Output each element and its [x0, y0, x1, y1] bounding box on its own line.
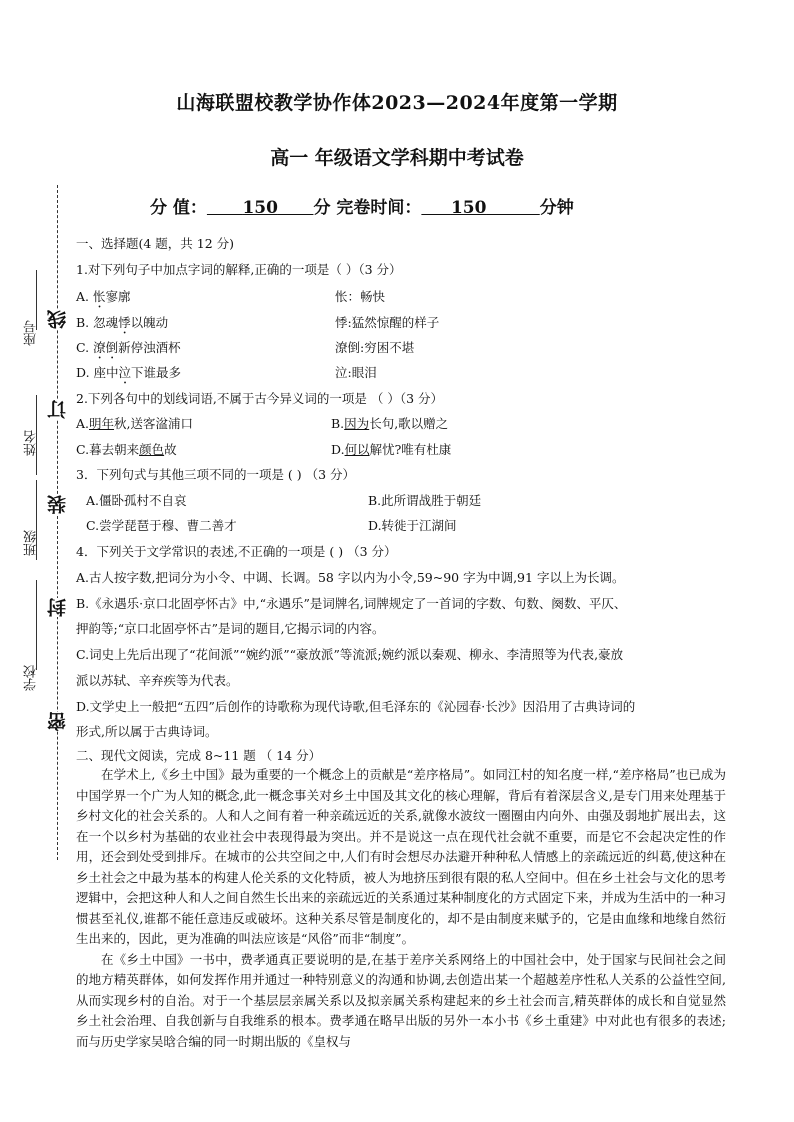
exam-title-line1: 山海联盟校教学协作体2023—2024年度第一学期 [176, 92, 618, 114]
seal-char-feng: 封 [44, 598, 71, 617]
name-label: 姓名 [24, 430, 39, 456]
q4-option-b-line2: 押韵等;“京口北固亭怀古”是词的题目,它揭示词的内容。 [76, 621, 385, 636]
q1-option-a-explain: 怅：畅快 [335, 289, 386, 304]
section2-heading: 二、现代文阅读，完成 8~11 题 （ 14 分） [76, 748, 322, 763]
time-unit: 分钟 [539, 198, 574, 218]
score-value: 150 [242, 198, 278, 218]
score-label: 分 值： [150, 198, 207, 218]
time-value: 150 [450, 198, 487, 218]
q1-option-b-explain: 悸:猛然惊醒的样子 [335, 315, 440, 330]
q4-stem: 4．下列关于文学常识的表述,不正确的一项是 ( ) （3 分） [76, 544, 397, 559]
binding-dashed-line [57, 185, 58, 860]
q2-option-d: D.何以解忧?唯有杜康 [331, 442, 452, 457]
seal-char-ding: 订 [44, 400, 71, 419]
score-unit: 分 完卷时间： [313, 198, 422, 218]
reading-passage [76, 765, 726, 1052]
q3-stem: 3．下列句式与其他三项不同的一项是 ( ) （3 分） [76, 467, 356, 482]
seal-char-zhuang: 装 [44, 495, 71, 514]
q4-option-d-line2: 形式,所以属于古典诗词。 [76, 724, 218, 739]
section1-heading: 一、选择题(4 题，共 12 分) [76, 236, 235, 251]
seat-label: 座号 [24, 320, 39, 346]
q1-option-d: D. 座中泣下谁最多 [76, 365, 182, 380]
exam-title-line2: 高一 年级语文学科期中考试卷 [270, 147, 524, 169]
q1-stem: 1.对下列句子中加点字词的解释,正确的一项是（ ）（3 分） [76, 262, 402, 277]
q4-option-b-line1: B.《永遇乐·京口北固亭怀古》中,“永遇乐”是词牌名,词牌规定了一首词的字数、句数、阕数、平仄、 [76, 596, 627, 611]
q1-option-c: C. 潦倒新停浊酒杯 [76, 340, 181, 355]
q2-option-a: A.明年秋,送客湓浦口 [76, 416, 194, 431]
q4-option-c-line1: C.词史上先后出现了“花间派”“婉约派”“豪放派”等流派;婉约派以秦观、柳永、李清照等为代表,豪放 [76, 647, 624, 662]
passage-paragraph-1: 在学术上,《乡土中国》最为重要的一个概念上的贡献是“差序格局”。如同江村的知名度一样,“差序格局”也已成为中国学界一个广为人知的概念,此一概念事关对乡土中国及其文化的核心理解，背后有着深层含义,是专门用来处理基于乡村文化的社会关系的。人和人之间有着一种亲疏远近的关系,就像水波纹一圈圈由内向外、由强及弱地扩展出去，这在一个以乡村为基础的农业社会中表现得最为突出。并不是说这一点在现代社会就不重要，而是它不会起决定性的作用，还会到处受到排斥。在城市的公共空间之中,人们有时会想尽办法避开种种私人情感上的亲疏远近的纠葛,使这种在乡土社会之中最为基本的构建人伦关系的文化特质，被人为地挤压到很有限的私人空间中。但在乡土社会与文化的思考逻辑中，会把这种人和人之间自然生长出来的亲疏远近的关系通过某种制度化的方式固定下来，并成为生活中的一种习惯甚至礼仪,谁都不能任意违反或破坏。这种关系尽管是制度化的，却不是由制度来赋予的，它是由血缘和地缘自然衍生出来的，因此，更为准确的叫法应该是“风俗”而非“制度”。 [76, 767, 727, 946]
q4-option-a: A.古人按字数,把词分为小令、中调、长调。58 字以内为小令,59~90 字为中调,91 字以上为长调。 [76, 570, 625, 585]
score-time-line [150, 193, 574, 218]
q2-stem: 2.下列各句中的划线词语,不属于古今异义词的一项是 （ ）（3 分） [76, 391, 444, 406]
q2-option-c: C.暮去朝来颜色故 [76, 442, 177, 457]
q1-option-c-explain: 潦倒:穷困不堪 [335, 340, 415, 355]
seal-char-mi: 密 [44, 712, 71, 731]
class-label: 班级 [24, 530, 39, 556]
q3-option-d: D.转徙于江湖间 [368, 518, 457, 533]
q4-option-d-line1: D.文学史上一般把“五四”后创作的诗歌称为现代诗歌,但毛泽东的《沁园春·长沙》因沿用了古典诗词的 [76, 699, 636, 714]
q2-option-b: B.因为长句,歌以赠之 [331, 416, 449, 431]
q3-option-a: A.僵卧孤村不自哀 [86, 493, 187, 508]
q3-option-c: C.尝学琵琶于穆、曹二善才 [86, 518, 237, 533]
school-label: 学校 [24, 665, 39, 691]
q3-option-b: B.此所谓战胜于朝廷 [368, 493, 482, 508]
passage-paragraph-2: 在《乡土中国》一书中，费孝通真正要说明的是,在基于差序关系网络上的中国社会中，处于国家与民间社会之间的地方精英群体，如何发挥作用并通过一种特别意义的沟通和协调,去创造出某一个超越差序性私人关系的公益性空间,从而实现乡村的自治。对于一个基层层亲属关系以及拟亲属关系构建起来的乡土社会而言,精英群体的成长和自觉显然乡土社会治理、自我创新与自我维系的根本。费孝通在略早出版的另外一本小书《乡土重建》中对此也有很多的表述;而与历史学家吴晗合编的同一时期出版的《皇权与 [76, 951, 726, 1049]
seal-char-xian: 线 [44, 310, 71, 329]
q1-option-a: A. 怅寥廓 [76, 289, 131, 304]
q1-option-d-explain: 泣:眼泪 [335, 365, 377, 380]
q4-option-c-line2: 派以苏轼、辛弃疾等为代表。 [76, 673, 239, 688]
q1-option-b: B. 忽魂悸以魄动 [76, 315, 169, 330]
school-fill-line [36, 580, 37, 670]
